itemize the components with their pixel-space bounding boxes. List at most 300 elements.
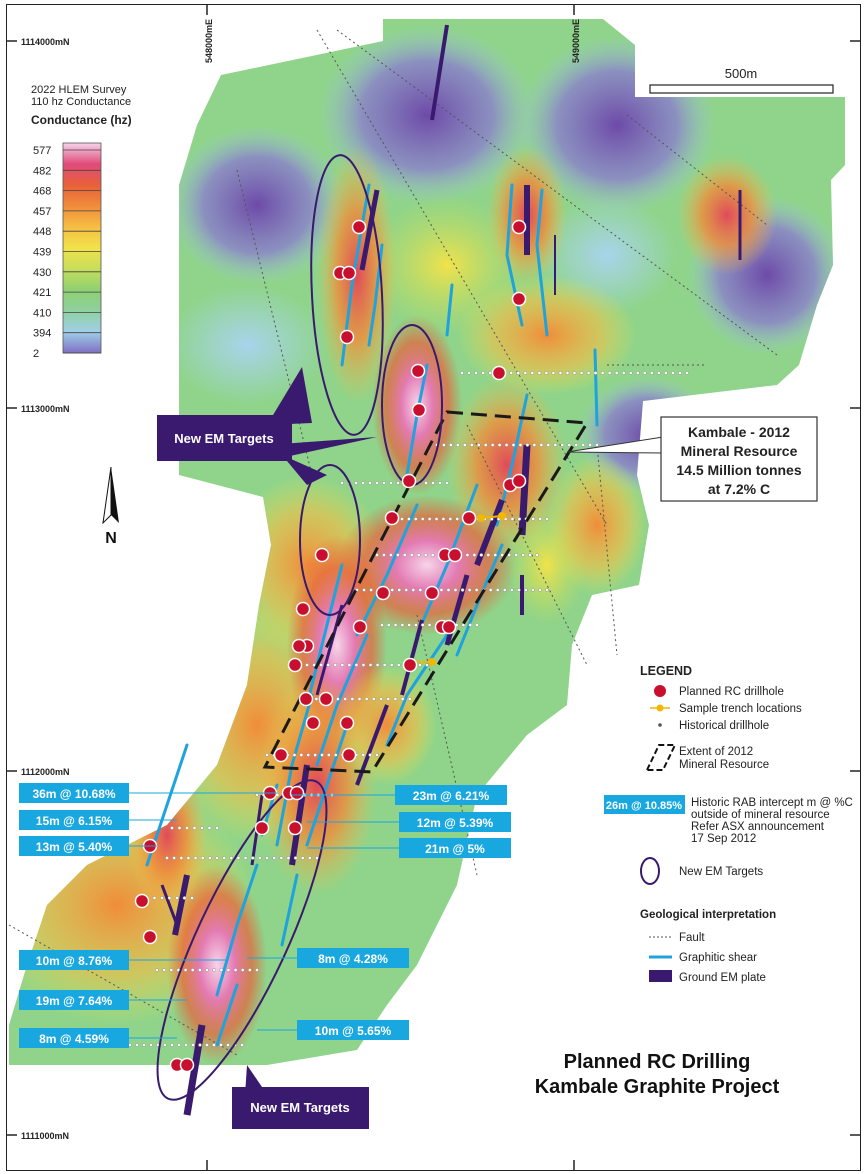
historical-drillhole	[354, 481, 357, 484]
colorbar-tick-label: 410	[33, 307, 52, 320]
historical-drillhole	[664, 371, 667, 374]
historical-drillhole	[636, 371, 639, 374]
planned-rc-drillhole	[297, 603, 310, 616]
historical-drillhole	[489, 588, 492, 591]
planned-rc-drillhole	[413, 404, 426, 417]
historical-drillhole	[398, 588, 401, 591]
planned-rc-drillhole	[353, 221, 366, 234]
historical-drillhole	[496, 588, 499, 591]
historical-drillhole	[369, 753, 372, 756]
colorbar-heading: Conductance (hz)	[31, 113, 132, 127]
historical-drillhole	[601, 371, 604, 374]
historical-drillhole	[587, 371, 590, 374]
historical-drillhole	[475, 623, 478, 626]
historical-drillhole	[566, 371, 569, 374]
historical-drillhole	[510, 588, 513, 591]
geophysics-map	[7, 5, 860, 1170]
legend-rc-symbol	[654, 685, 666, 697]
historical-drillhole	[362, 753, 365, 756]
historical-drillhole	[400, 517, 403, 520]
historical-drillhole	[657, 371, 660, 374]
historical-drillhole	[412, 588, 415, 591]
planned-rc-drillhole	[377, 587, 390, 600]
planned-rc-drillhole	[343, 267, 356, 280]
historical-drillhole	[205, 968, 208, 971]
historical-drillhole	[456, 517, 459, 520]
historical-drillhole	[223, 856, 226, 859]
planned-rc-drillhole	[291, 787, 304, 800]
historical-drillhole	[475, 588, 478, 591]
historical-drillhole	[575, 443, 578, 446]
historical-drillhole	[511, 517, 514, 520]
historical-drillhole	[678, 371, 681, 374]
historical-drillhole	[184, 968, 187, 971]
historical-drillhole	[466, 553, 469, 556]
historical-drillhole	[538, 517, 541, 520]
historical-drillhole	[442, 517, 445, 520]
historical-drillhole	[320, 753, 323, 756]
historical-drillhole	[375, 753, 378, 756]
historical-drillhole	[305, 663, 308, 666]
historical-drillhole	[348, 663, 351, 666]
historical-drillhole	[538, 588, 541, 591]
intercept-label-right: 21m @ 5%	[425, 842, 485, 856]
historical-drillhole	[170, 1043, 173, 1046]
scale-bar	[650, 66, 833, 93]
historical-drillhole	[568, 443, 571, 446]
historical-drillhole	[595, 443, 598, 446]
historical-drillhole	[170, 968, 173, 971]
historical-drillhole	[442, 443, 445, 446]
legend-extent-line-2: Mineral Resource	[679, 759, 770, 771]
colorbar-tick-label: 394	[33, 327, 52, 340]
map-title-line-2: Kambale Graphite Project	[534, 1076, 780, 1098]
northing-label-4: 1111000mN	[21, 1131, 70, 1141]
historical-drillhole	[491, 443, 494, 446]
intercept-label-right: 23m @ 6.21%	[412, 789, 490, 803]
historical-drillhole	[428, 517, 431, 520]
historical-drillhole	[408, 623, 411, 626]
historical-drillhole	[226, 1043, 229, 1046]
historical-drillhole	[382, 481, 385, 484]
historical-drillhole	[417, 553, 420, 556]
historical-drillhole	[540, 443, 543, 446]
legend-fault-label: Fault	[679, 932, 705, 944]
historical-drillhole	[517, 371, 520, 374]
colorbar-tick-label: 421	[33, 287, 52, 300]
historical-drillhole	[515, 553, 518, 556]
historical-drillhole	[629, 371, 632, 374]
planned-rc-drillhole	[403, 475, 416, 488]
scale-bar-label: 500m	[724, 66, 758, 81]
planned-rc-drillhole	[289, 659, 302, 672]
legend-plate-label: Ground EM plate	[679, 972, 766, 984]
historical-drillhole	[545, 588, 548, 591]
easting-label-1: 548000mE	[204, 18, 214, 63]
historical-drillhole	[531, 371, 534, 374]
historical-drillhole	[425, 663, 428, 666]
historical-drillhole	[208, 856, 211, 859]
colorbar-tick-label: 430	[33, 266, 52, 279]
historical-drillhole	[215, 826, 218, 829]
historical-drillhole	[431, 553, 434, 556]
historical-drillhole	[334, 663, 337, 666]
historical-drillhole	[200, 826, 203, 829]
historical-drillhole	[344, 697, 347, 700]
planned-rc-drillhole	[136, 895, 149, 908]
legend-rab-line-4: 17 Sep 2012	[691, 833, 757, 845]
planned-rc-drillhole	[289, 822, 302, 835]
planned-rc-drillhole	[513, 221, 526, 234]
legend-shear-label: Graphitic shear	[679, 952, 757, 964]
historical-drillhole	[421, 623, 424, 626]
historical-drillhole	[191, 1043, 194, 1046]
historical-drillhole	[521, 553, 524, 556]
historical-drillhole	[447, 588, 450, 591]
historical-drillhole	[512, 443, 515, 446]
resource-line-1: Kambale - 2012	[688, 424, 790, 440]
historical-drillhole	[248, 968, 251, 971]
historical-drillhole	[220, 968, 223, 971]
historical-drillhole	[358, 697, 361, 700]
resource-line-2: Mineral Resource	[680, 443, 798, 459]
historical-drillhole	[473, 553, 476, 556]
historical-drillhole	[201, 856, 204, 859]
legend-rc-label: Planned RC drillhole	[679, 686, 784, 698]
historical-drillhole	[170, 826, 173, 829]
historical-drillhole	[314, 753, 317, 756]
historical-drillhole	[535, 553, 538, 556]
historical-drillhole	[435, 517, 438, 520]
historical-drillhole	[396, 481, 399, 484]
historical-drillhole	[376, 663, 379, 666]
historical-drillhole	[461, 588, 464, 591]
em-callout-top-label: New EM Targets	[174, 431, 274, 446]
historical-drillhole	[361, 481, 364, 484]
historical-drillhole	[163, 1043, 166, 1046]
historical-drillhole	[494, 553, 497, 556]
historical-drillhole	[227, 968, 230, 971]
historical-drillhole	[519, 443, 522, 446]
historical-drillhole	[315, 856, 318, 859]
historical-drillhole	[173, 856, 176, 859]
legend-geo-title: Geological interpretation	[640, 909, 777, 921]
legend-em-target-symbol	[641, 858, 659, 884]
historical-drillhole	[481, 371, 484, 374]
historical-drillhole	[258, 856, 261, 859]
historical-drillhole	[615, 371, 618, 374]
historical-drillhole	[362, 588, 365, 591]
historical-drillhole	[389, 553, 392, 556]
historical-drillhole	[517, 588, 520, 591]
historical-drillhole	[327, 663, 330, 666]
intercept-label-left: 36m @ 10.68%	[32, 787, 116, 801]
planned-rc-drillhole	[320, 693, 333, 706]
historical-drillhole	[581, 443, 584, 446]
historical-drillhole	[460, 371, 463, 374]
historical-drillhole	[608, 371, 611, 374]
legend-rab-line-1: Historic RAB intercept m @ %C	[691, 797, 853, 809]
colorbar-title-2: 110 hz Conductance	[31, 96, 132, 108]
map-frame	[6, 4, 861, 1171]
historical-drillhole	[184, 1043, 187, 1046]
legend-trench-symbol	[657, 705, 664, 712]
intercept-label-left: 8m @ 4.59%	[39, 1032, 109, 1046]
planned-rc-drillhole	[293, 640, 306, 653]
planned-rc-drillhole	[443, 621, 456, 634]
historical-drillhole	[391, 588, 394, 591]
historical-drillhole	[518, 517, 521, 520]
historical-drillhole	[424, 553, 427, 556]
historical-drillhole	[153, 896, 156, 899]
historical-drillhole	[408, 697, 411, 700]
historical-drillhole	[287, 856, 290, 859]
planned-rc-drillhole	[404, 659, 417, 672]
historical-drillhole	[198, 1043, 201, 1046]
planned-rc-drillhole	[341, 717, 354, 730]
north-arrow	[103, 467, 119, 547]
historical-drillhole	[510, 371, 513, 374]
intercept-label-left: 10m @ 8.76%	[35, 954, 113, 968]
historical-drillhole	[559, 371, 562, 374]
historical-drillhole	[336, 697, 339, 700]
colorbar-tick-label: 468	[33, 185, 52, 198]
historical-drillhole	[685, 371, 688, 374]
em-callout-bottom-label: New EM Targets	[250, 1100, 350, 1115]
historical-drillhole	[524, 371, 527, 374]
planned-rc-drillhole	[316, 549, 329, 562]
historical-drillhole	[533, 443, 536, 446]
historical-drillhole	[407, 517, 410, 520]
historical-drillhole	[320, 663, 323, 666]
historical-drillhole	[327, 753, 330, 756]
historical-drillhole	[438, 481, 441, 484]
historical-drillhole	[489, 371, 492, 374]
historical-drillhole	[369, 588, 372, 591]
legend-trench-label: Sample trench locations	[679, 703, 802, 715]
legend-title: LEGEND	[640, 664, 693, 678]
historical-drillhole	[528, 553, 531, 556]
planned-rc-drillhole	[256, 822, 269, 835]
planned-rc-drillhole	[386, 512, 399, 525]
historical-drillhole	[470, 443, 473, 446]
historical-drillhole	[351, 697, 354, 700]
em-callout-bottom	[232, 1065, 369, 1129]
intercept-label-left: 13m @ 5.40%	[35, 840, 113, 854]
intercept-label-left: 15m @ 6.15%	[35, 814, 113, 828]
historical-drillhole	[215, 856, 218, 859]
planned-rc-drillhole	[181, 1059, 194, 1072]
intercept-label-right: 10m @ 5.65%	[314, 1024, 392, 1038]
planned-rc-drillhole	[275, 749, 288, 762]
historical-drillhole	[394, 697, 397, 700]
historical-drillhole	[180, 856, 183, 859]
historical-drillhole	[588, 443, 591, 446]
historical-drillhole	[480, 553, 483, 556]
historical-drillhole	[524, 588, 527, 591]
historical-drillhole	[414, 517, 417, 520]
historical-drillhole	[177, 1043, 180, 1046]
historical-drillhole	[456, 443, 459, 446]
map-title	[535, 1051, 780, 1098]
historical-drillhole	[554, 443, 557, 446]
historical-drillhole	[503, 588, 506, 591]
historical-drillhole	[383, 663, 386, 666]
historical-drillhole	[212, 1043, 215, 1046]
resource-line-3: 14.5 Million tonnes	[676, 462, 802, 478]
historical-drillhole	[396, 553, 399, 556]
historical-drillhole	[193, 826, 196, 829]
historical-drillhole	[237, 856, 240, 859]
historical-drillhole	[484, 443, 487, 446]
planned-rc-drillhole	[307, 717, 320, 730]
planned-rc-drillhole	[463, 512, 476, 525]
historical-drillhole	[155, 968, 158, 971]
historical-drillhole	[213, 968, 216, 971]
historical-drillhole	[208, 826, 211, 829]
historical-drillhole	[178, 826, 181, 829]
historical-drillhole	[498, 443, 501, 446]
historical-drillhole	[308, 856, 311, 859]
historical-drillhole	[545, 517, 548, 520]
map-title-line-1: Planned RC Drilling	[563, 1051, 751, 1073]
planned-rc-drillhole	[426, 587, 439, 600]
historical-drillhole	[594, 371, 597, 374]
legend-rab-line-2: outside of mineral resource	[691, 809, 830, 821]
historical-drillhole	[205, 1043, 208, 1046]
historical-drillhole	[175, 896, 178, 899]
historical-drillhole	[421, 517, 424, 520]
northing-label-3: 1112000mN	[21, 767, 70, 777]
historical-drillhole	[526, 443, 529, 446]
historical-drillhole	[240, 1043, 243, 1046]
colorbar-tick-label: 439	[33, 246, 52, 259]
historical-drillhole	[397, 663, 400, 666]
historical-drillhole	[394, 623, 397, 626]
historical-drillhole	[474, 371, 477, 374]
historical-drillhole	[362, 663, 365, 666]
historical-drillhole	[449, 517, 452, 520]
historical-drillhole	[255, 968, 258, 971]
historical-drillhole	[244, 856, 247, 859]
legend-rab-sample: 26m @ 10.85%	[605, 800, 683, 812]
historical-drillhole	[487, 553, 490, 556]
planned-rc-drillhole	[412, 365, 425, 378]
historical-drillhole	[149, 1043, 152, 1046]
historical-drillhole	[293, 753, 296, 756]
historical-drillhole	[469, 623, 472, 626]
historical-drillhole	[418, 663, 421, 666]
historical-drillhole	[315, 697, 318, 700]
intercept-label-right: 12m @ 5.39%	[416, 816, 494, 830]
historical-drillhole	[445, 481, 448, 484]
historical-drillhole	[191, 968, 194, 971]
historical-drillhole	[280, 856, 283, 859]
legend	[604, 664, 853, 984]
planned-rc-drillhole	[343, 749, 356, 762]
planned-rc-drillhole	[354, 621, 367, 634]
historical-drillhole	[468, 588, 471, 591]
planned-rc-drillhole	[144, 931, 157, 944]
historical-drillhole	[545, 371, 548, 374]
historical-drillhole	[424, 481, 427, 484]
historical-drillhole	[273, 856, 276, 859]
historical-drillhole	[265, 856, 268, 859]
historical-drillhole	[265, 753, 268, 756]
colorbar-tick-label: 448	[33, 226, 52, 239]
historical-drillhole	[160, 896, 163, 899]
historical-drillhole	[389, 481, 392, 484]
historical-drillhole	[255, 793, 258, 796]
historical-drillhole	[477, 443, 480, 446]
historical-drillhole	[532, 517, 535, 520]
historical-drillhole	[379, 697, 382, 700]
planned-rc-drillhole	[493, 367, 506, 380]
historical-drillhole	[561, 443, 564, 446]
historical-drillhole	[454, 588, 457, 591]
intercept-label-right: 8m @ 4.28%	[318, 952, 388, 966]
colorbar-tick-label: 577	[33, 145, 52, 157]
historical-drillhole	[428, 623, 431, 626]
historical-drillhole	[440, 588, 443, 591]
historical-drillhole	[185, 826, 188, 829]
colorbar-tick-label: 482	[33, 165, 52, 178]
historical-drillhole	[622, 371, 625, 374]
historical-drillhole	[547, 443, 550, 446]
historical-drillhole	[650, 371, 653, 374]
historical-drillhole	[643, 371, 646, 374]
legend-extent-line-1: Extent of 2012	[679, 746, 754, 758]
historical-drillhole	[198, 968, 201, 971]
historical-drillhole	[401, 697, 404, 700]
historical-drillhole	[241, 968, 244, 971]
planned-rc-drillhole	[341, 331, 354, 344]
historical-drillhole	[449, 443, 452, 446]
historical-drillhole	[531, 588, 534, 591]
historical-drillhole	[403, 553, 406, 556]
legend-extent-symbol	[647, 745, 675, 770]
historical-drillhole	[163, 968, 166, 971]
historical-drillhole	[365, 697, 368, 700]
historical-drillhole	[355, 663, 358, 666]
historical-drillhole	[168, 896, 171, 899]
legend-em-target-label: New EM Targets	[679, 866, 764, 878]
historical-drillhole	[341, 663, 344, 666]
north-label: N	[105, 530, 117, 547]
north-arrow-icon	[111, 467, 119, 523]
planned-rc-drillhole	[300, 693, 313, 706]
historical-drillhole	[380, 623, 383, 626]
historical-drillhole	[334, 753, 337, 756]
historical-drillhole	[301, 856, 304, 859]
historical-drillhole	[183, 896, 186, 899]
historical-drillhole	[390, 663, 393, 666]
historical-drillhole	[219, 1043, 222, 1046]
northing-label-2: 1113000mN	[21, 404, 70, 414]
historical-drillhole	[230, 856, 233, 859]
resource-line-4: at 7.2% C	[707, 481, 771, 497]
historical-drillhole	[300, 753, 303, 756]
colorbar-title-1: 2022 HLEM Survey	[31, 84, 127, 96]
historical-drillhole	[387, 697, 390, 700]
colorbar-tick-label: 2	[33, 348, 40, 360]
easting-label-2: 549000mE	[571, 18, 581, 63]
historical-drillhole	[194, 856, 197, 859]
legend-rab-line-3: Refer ASX announcement	[691, 821, 824, 833]
historical-drillhole	[538, 371, 541, 374]
historical-drillhole	[165, 856, 168, 859]
planned-rc-drillhole	[449, 549, 462, 562]
